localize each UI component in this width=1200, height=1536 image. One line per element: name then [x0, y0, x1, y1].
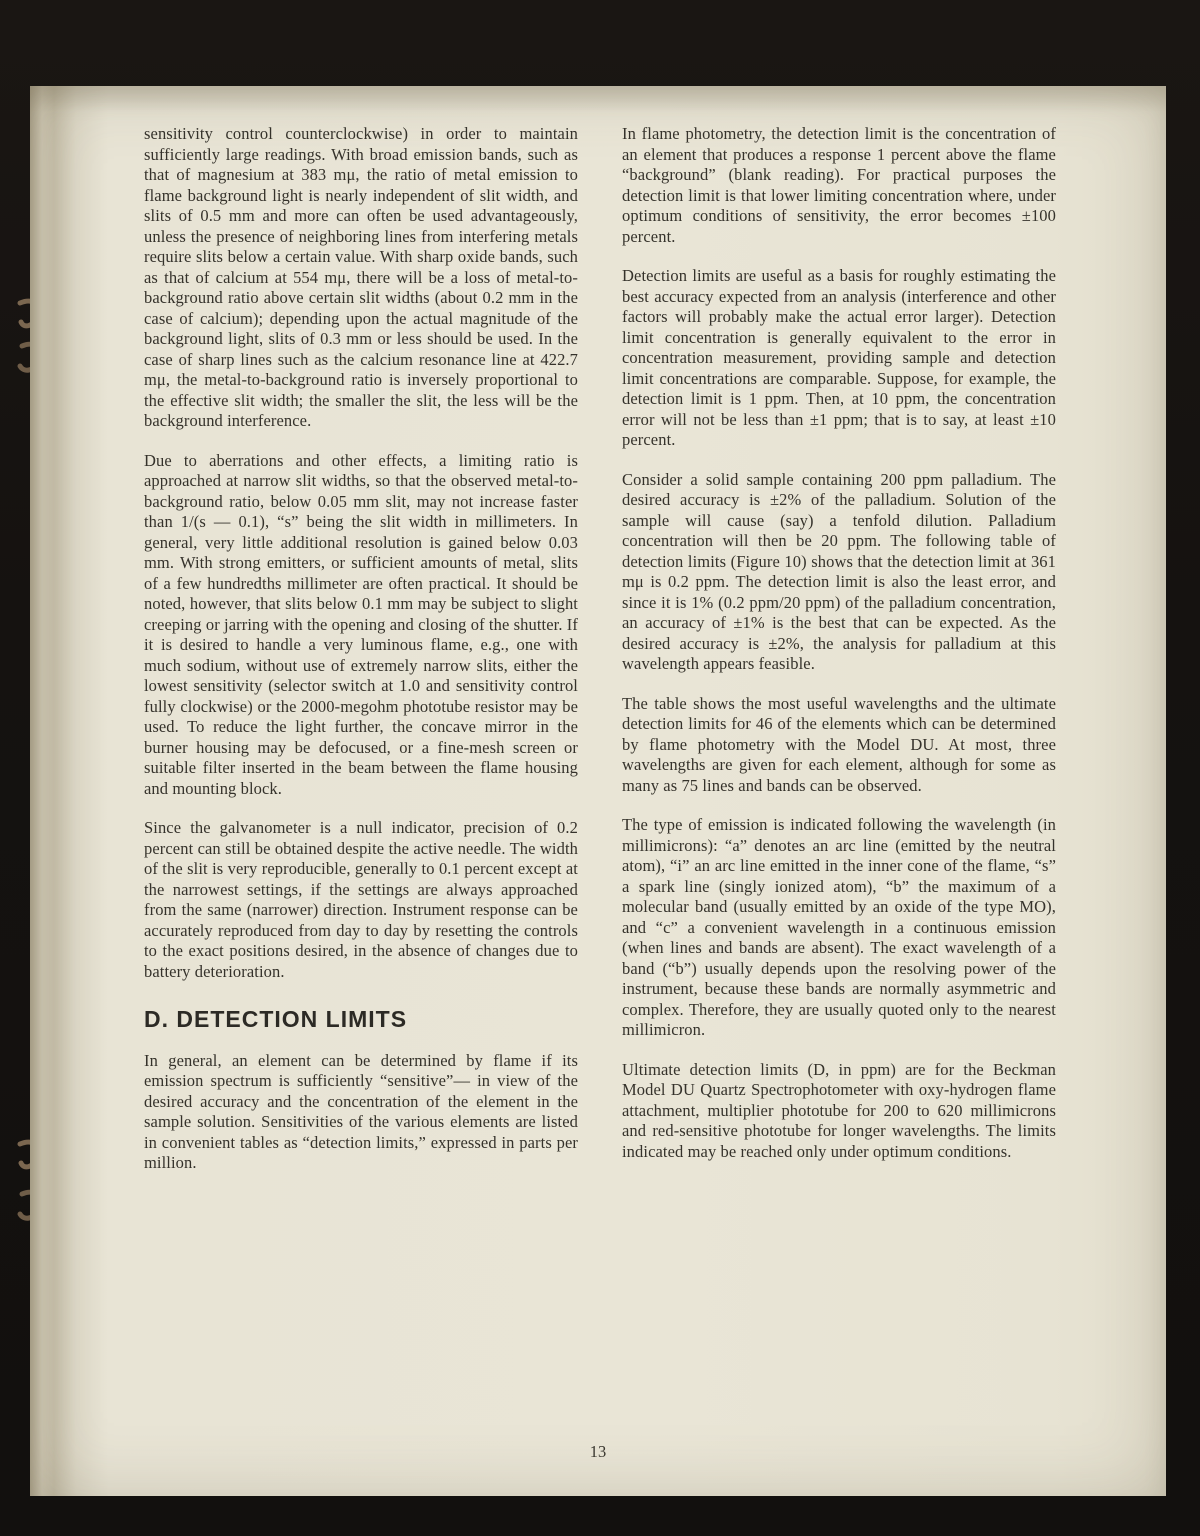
page-number: 13 [589, 1442, 607, 1461]
left-column [144, 124, 578, 1174]
body-paragraph: Since the galvanometer is a null indicator, precision of 0.2 percent can still be obtained despite the active needle. The width of the slit is very reproducible, generally to 0.1 percent except at the narrowest settings, if the settings are always approached from the same (narrower) direction. Instrument response can be accurately reproduced from day to day by resetting the controls to the exact positions desired, in the absence of changes due to battery deterioration. [144, 818, 578, 981]
body-paragraph: Ultimate detection limits (D, in ppm) are for the Beckman Model DU Quartz Spectrophotometer with oxy-hydrogen flame attachment, multiplier phototube for 200 to 620 millimicrons and red-sensitive phototube for longer wavelengths. The limits indicated may be reached only under optimum conditions. [622, 1059, 1056, 1161]
paper-page [30, 86, 1166, 1496]
body-paragraph: Due to aberrations and other effects, a limiting ratio is approached at narrow slit widths, so that the observed metal-to-background ratio, below 0.05 mm slit, may not increase faster than 1/(s — 0.1), “s” being the slit width in millimeters. In general, very little additional resolution is gained below 0.03 mm. With strong emitters, or sufficient amounts of metal, slits of a few hundredths millimeter are often practical. It should be noted, however, that slits below 0.1 mm may be subject to slight creeping or jarring with the opening and closing of the shutter. If it is desired to handle a very luminous flame, e.g., one with much sodium, without use of extremely narrow slits, either the lowest sensitivity (selector switch at 1.0 and sensitivity control fully clockwise) or the 2000-megohm phototube resistor may be used. To reduce the light further, the concave mirror in the burner housing may be defocused, or a fine-mesh screen or suitable filter inserted in the beam between the flame housing and mounting block. [144, 450, 578, 798]
right-column [622, 124, 1056, 1174]
body-paragraph: The type of emission is indicated following the wavelength (in millimicrons): “a” denotes an arc line (emitted by the neutral atom), “i” an arc line emitted in the inner cone of the flame, “s” a spark line (singly ionized atom), “b” the maximum of a molecular band (usually emitted by an oxide of the type MO), and “c” a convenient wavelength in a continuous emission (when lines and bands are absent). The exact wavelength of a band (“b”) usually depends upon the resolving power of the instrument, because these bands are normally asymmetric and complex. Therefore, they are usually quoted only to the nearest millimicron. [622, 815, 1056, 1039]
body-paragraph: In flame photometry, the detection limit is the concentration of an element that produces a response 1 percent above the flame “background” (blank reading). For practical purposes the detection limit is that lower limiting concentration where, under optimum conditions of sensitivity, the error becomes ±100 percent. [622, 124, 1056, 246]
body-paragraph: Detection limits are useful as a basis for roughly estimating the best accuracy expected from an analysis (interference and other factors will probably make the actual error larger). Detection limit concentration is generally equivalent to the error in concentration measurement, providing sample and detection limit concentrations are comparable. Suppose, for example, the detection limit is 1 ppm. Then, at 10 ppm, the concentration error will not be less than ±1 ppm; that is to say, at least ±10 percent. [622, 266, 1056, 449]
page-content [144, 124, 1056, 1174]
body-paragraph: The table shows the most useful wavelengths and the ultimate detection limits for 46 of the elements which can be determined by flame photometry with the Model DU. At most, three wavelengths are given for each element, although for some as many as 75 lines and bands can be observed. [622, 693, 1056, 795]
body-paragraph: sensitivity control counterclockwise) in order to maintain sufficiently large readings. With broad emission bands, such as that of magnesium at 383 mμ, the ratio of metal emission to flame background light is nearly independent of slit width, and slits of 0.5 mm and more can often be used advantageously, unless the presence of neighboring lines from interfering metals require slits below a certain value. With sharp oxide bands, such as that of calcium at 554 mμ, there will be a loss of metal-to-background ratio above certain slit widths (about 0.2 mm in the case of calcium); depending upon the actual magnitude of the background light, slits of 0.3 mm or less should be used. In the case of sharp lines such as the calcium resonance line at 422.7 mμ, the metal-to-background ratio is inversely proportional to the effective slit width; the smaller the slit, the less will be the background interference. [144, 124, 578, 430]
body-paragraph: In general, an element can be determined by flame if its emission spectrum is sufficiently “sensitive”— in view of the desired accuracy and the concentration of the element in the sample solution. Sensitivities of the various elements are listed in convenient tables as “detection limits,” expressed in parts per million. [144, 1050, 578, 1172]
body-paragraph: Consider a solid sample containing 200 ppm palladium. The desired accuracy is ±2% of the palladium. Solution of the sample will cause (say) a tenfold dilution. Palladium concentration will then be 20 ppm. The following table of detection limits (Figure 10) shows that the detection limit at 361 mμ is 0.2 ppm. The detection limit is also the least error, and since it is 1% (0.2 ppm/20 ppm) of the palladium concentration, an accuracy of ±1% is the best that can be expected. As the desired accuracy is ±2%, the analysis for palladium at this wavelength appears feasible. [622, 469, 1056, 673]
section-heading-detection-limits: D. DETECTION LIMITS [144, 1006, 408, 1032]
